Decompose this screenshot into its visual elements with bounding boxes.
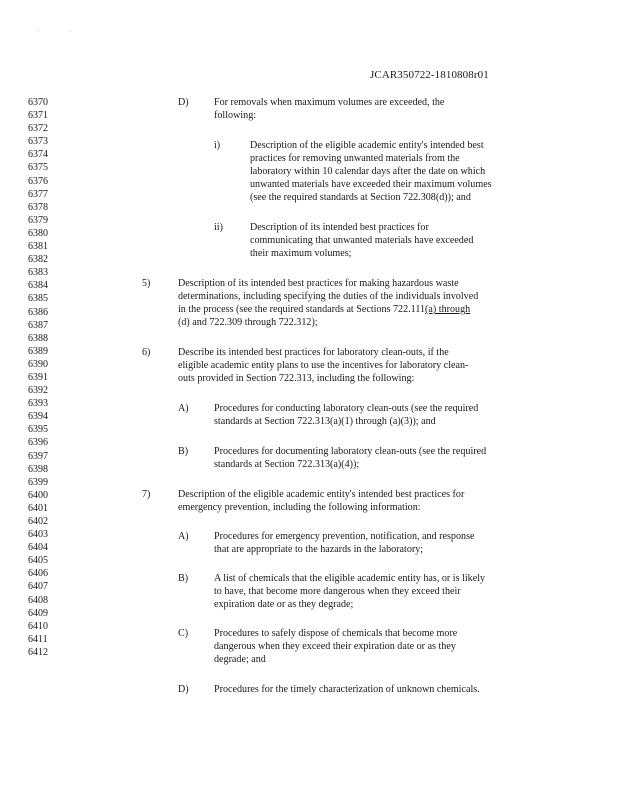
line-number: 6385 [28, 293, 48, 305]
text-line: following: [214, 110, 257, 121]
speck: ' [38, 30, 40, 36]
text-line: Description of the eligible academic entity's intended best practices for [178, 489, 465, 500]
line-number: 6397 [28, 450, 48, 462]
text-line: expiration date or as they degrade; [214, 599, 354, 610]
text-line: outs provided in Section 722.313, including the following: [178, 373, 415, 384]
item-label-i: i) [214, 140, 221, 151]
text-line: Procedures for documenting laboratory clean-outs (see the required [214, 446, 487, 457]
line-number: 6382 [28, 254, 48, 266]
line-number: 6392 [28, 385, 48, 397]
line-number: 6375 [28, 162, 48, 174]
line-number: 6407 [28, 581, 48, 593]
line-number: 6378 [28, 201, 48, 213]
line-number: 6410 [28, 620, 48, 632]
line-number: 6387 [28, 319, 48, 331]
line-number: 6374 [28, 149, 48, 161]
text-line [178, 303, 470, 316]
line-number: 6406 [28, 568, 48, 580]
text-segment: in the process (see the required standards at Sections 722.111 [178, 304, 426, 315]
line-number: 6400 [28, 489, 48, 501]
line-number: 6408 [28, 594, 48, 606]
line-number: 6396 [28, 437, 48, 449]
line-number: 6399 [28, 476, 48, 488]
item-label-A: A) [178, 403, 189, 414]
text-line: (d) and 722.309 through 722.312); [178, 317, 318, 328]
line-number: 6409 [28, 607, 48, 619]
text-line: Procedures for emergency prevention, notification, and response [214, 531, 475, 542]
speck: ' [68, 30, 70, 36]
line-number: 6411 [28, 633, 48, 645]
item-label-B: B) [178, 573, 189, 584]
line-number: 6386 [28, 306, 48, 318]
line-number: 6403 [28, 529, 48, 541]
text-line: Description of its intended best practices for making hazardous waste [178, 278, 459, 289]
text-line: Description of its intended best practices for [250, 222, 429, 233]
line-number: 6383 [28, 267, 48, 279]
line-number: 6370 [28, 97, 48, 108]
line-number: 6381 [28, 241, 48, 253]
text-line: Description of the eligible academic entity's intended best [250, 140, 484, 151]
text-line: degrade; and [214, 654, 266, 665]
item-label-7: 7) [142, 489, 151, 500]
line-number: 6402 [28, 516, 48, 527]
line-number: 6405 [28, 555, 48, 567]
line-number: 6394 [28, 411, 48, 423]
line-number: 6379 [28, 214, 48, 226]
text-line: emergency prevention, including the following information: [178, 502, 421, 513]
item-label-5: 5) [142, 278, 151, 289]
text-line: that are appropriate to the hazards in the laboratory; [214, 544, 424, 555]
line-number: 6401 [28, 502, 48, 514]
text-line: For removals when maximum volumes are exceeded, the [214, 97, 445, 108]
line-number: 6393 [28, 398, 48, 410]
line-number-column [28, 96, 48, 659]
text-line: (see the required standards at Section 722.308(d)); and [250, 192, 471, 203]
text-line: determinations, including specifying the duties of the individuals involved [178, 291, 479, 302]
line-number: 6371 [28, 110, 48, 122]
text-line: practices for removing unwanted materials from the [250, 153, 460, 164]
scan-specks [38, 30, 98, 36]
line-number: 6372 [28, 123, 48, 135]
item-label-6: 6) [142, 347, 151, 358]
text-line: Procedures for conducting laboratory clean-outs (see the required [214, 403, 479, 414]
line-number: 6398 [28, 463, 48, 475]
text-line: standards at Section 722.313(a)(1) through (a)(3)); and [214, 416, 436, 427]
line-number: 6391 [28, 371, 48, 383]
line-number: 6380 [28, 227, 48, 239]
underlined-insertion: (a) through [425, 304, 471, 315]
text-line: standards at Section 722.313(a)(4)); [214, 459, 360, 470]
item-label-D: D) [178, 97, 189, 108]
line-number: 6404 [28, 542, 48, 554]
line-number: 6389 [28, 345, 48, 357]
text-line: Describe its intended best practices for laboratory clean-outs, if the [178, 347, 449, 358]
item-label-ii: ii) [214, 222, 223, 233]
line-number: 6376 [28, 175, 48, 187]
text-line: their maximum volumes; [250, 248, 352, 259]
text-line: unwanted materials have exceeded their maximum volumes [250, 179, 492, 190]
text-line: Procedures for the timely characterization of unknown chemicals. [214, 684, 480, 695]
line-number: 6377 [28, 188, 48, 200]
item-label-D: D) [178, 684, 189, 695]
text-line: Procedures to safely dispose of chemicals that become more [214, 628, 458, 639]
line-number: 6388 [28, 332, 48, 344]
text-line: to have, that become more dangerous when they exceed their [214, 586, 461, 597]
text-line: dangerous when they exceed their expiration date or as they [214, 641, 456, 652]
text-line: laboratory within 10 calendar days after the date on which [250, 166, 486, 177]
document-id: JCAR350722-1810808r01 [370, 69, 489, 81]
line-number: 6412 [28, 646, 48, 658]
line-number: 6390 [28, 358, 48, 370]
text-line: A list of chemicals that the eligible academic entity has, or is likely [214, 573, 486, 584]
line-number: 6373 [28, 136, 48, 148]
line-number: 6395 [28, 424, 48, 436]
item-label-A: A) [178, 531, 189, 542]
item-label-B: B) [178, 446, 189, 457]
line-number: 6384 [28, 280, 48, 292]
item-label-C: C) [178, 628, 189, 639]
text-line: eligible academic entity plans to use the incentives for laboratory clean- [178, 360, 469, 371]
text-line: communicating that unwanted materials have exceeded [250, 235, 474, 246]
